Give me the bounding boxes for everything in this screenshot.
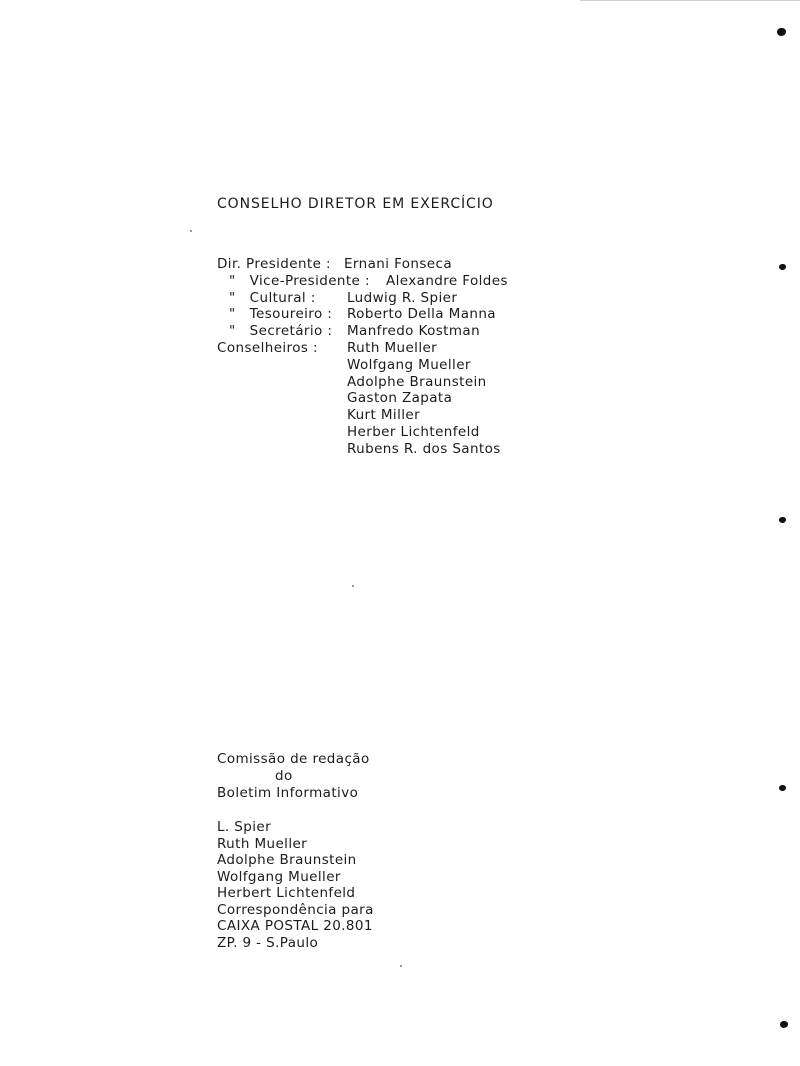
counselor-name: Adolphe Braunstein bbox=[347, 374, 487, 390]
officer-role: " Vice-Presidente : bbox=[229, 273, 370, 289]
ink-speck bbox=[190, 230, 192, 232]
editorial-heading: do bbox=[275, 768, 293, 784]
editorial-member: Adolphe Braunstein bbox=[217, 852, 357, 868]
correspondence-label: Correspondência para bbox=[217, 902, 374, 918]
postal-box: CAIXA POSTAL 20.801 bbox=[217, 918, 373, 934]
officer-name: Ernani Fonseca bbox=[344, 256, 453, 272]
officer-name: Ludwig R. Spier bbox=[347, 290, 458, 306]
officer-name: Alexandre Foldes bbox=[386, 273, 508, 289]
zip-city: ZP. 9 - S.Paulo bbox=[217, 935, 319, 951]
punch-hole-mark bbox=[779, 264, 786, 270]
counselor-name: Ruth Mueller bbox=[347, 340, 438, 356]
counselor-name: Gaston Zapata bbox=[347, 390, 453, 406]
editorial-heading: Boletim Informativo bbox=[217, 785, 359, 801]
ink-speck bbox=[400, 965, 402, 967]
editorial-member: Ruth Mueller bbox=[217, 836, 308, 852]
officer-role: Dir. Presidente : bbox=[217, 256, 331, 272]
scan-edge-line bbox=[580, 0, 800, 1]
editorial-heading: Comissão de redação bbox=[217, 751, 370, 767]
officer-role: " Tesoureiro : bbox=[229, 306, 333, 322]
counselor-name: Rubens R. dos Santos bbox=[347, 441, 501, 457]
editorial-member: L. Spier bbox=[217, 819, 272, 835]
council-title: CONSELHO DIRETOR EM EXERCÍCIO bbox=[217, 196, 494, 212]
editorial-member: Herbert Lichtenfeld bbox=[217, 885, 356, 901]
officer-role: " Secretário : bbox=[229, 323, 333, 339]
officer-name: Roberto Della Manna bbox=[347, 306, 496, 322]
officer-role: " Cultural : bbox=[229, 290, 316, 306]
punch-hole-mark bbox=[779, 517, 786, 523]
punch-hole-mark bbox=[779, 785, 786, 791]
officer-name: Manfredo Kostman bbox=[347, 323, 481, 339]
editorial-member: Wolfgang Mueller bbox=[217, 869, 341, 885]
punch-hole-mark bbox=[777, 28, 786, 36]
counselor-name: Wolfgang Mueller bbox=[347, 357, 471, 373]
punch-hole-mark bbox=[780, 1021, 788, 1028]
ink-speck bbox=[352, 585, 354, 587]
counselor-name: Kurt Miller bbox=[347, 407, 421, 423]
counselors-label: Conselheiros : bbox=[217, 340, 318, 356]
counselor-name: Herber Lichtenfeld bbox=[347, 424, 480, 440]
